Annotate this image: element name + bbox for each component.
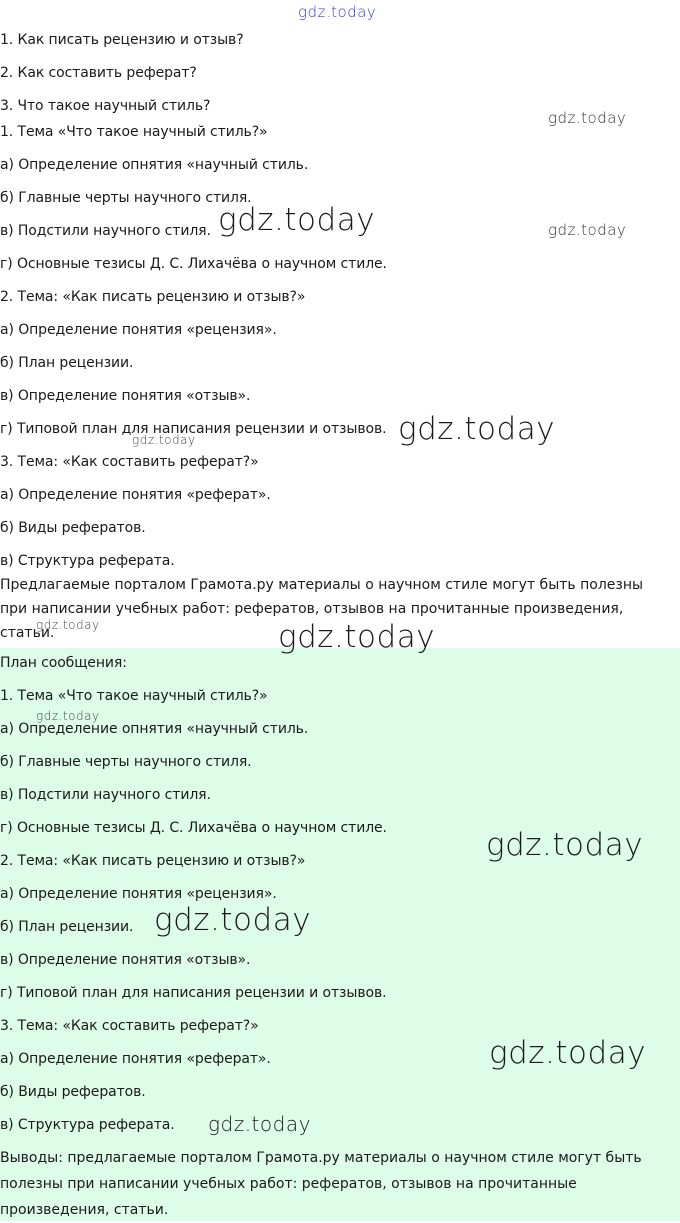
plan-item-line: б) Главные черты научного стиля. bbox=[0, 754, 252, 770]
watermark-logo: gdz.today bbox=[486, 827, 644, 863]
plan-item-line: б) Виды рефератов. bbox=[0, 520, 146, 536]
plan-item-line: в) Структура реферата. bbox=[0, 1117, 175, 1133]
plan-item-line: б) План рецензии. bbox=[0, 355, 134, 371]
plan-item-line: б) План рецензии. bbox=[0, 919, 134, 935]
watermark-logo: gdz.today bbox=[208, 1112, 311, 1136]
watermark-logo: gdz.today bbox=[154, 902, 312, 938]
watermark-logo: gdz.today bbox=[398, 411, 556, 447]
question-line: 3. Что такое научный стиль? bbox=[0, 98, 211, 114]
plan-topic-line: 3. Тема: «Как составить реферат?» bbox=[0, 1018, 259, 1034]
watermark-logo: gdz.today bbox=[548, 221, 627, 239]
plan-item-line: а) Определение понятия «реферат». bbox=[0, 1051, 271, 1067]
plan-item-line: в) Определение понятия «отзыв». bbox=[0, 952, 251, 968]
watermark-logo: gdz.today bbox=[132, 433, 196, 447]
plan-item-line: б) Главные черты научного стиля. bbox=[0, 190, 252, 206]
conclusion-paragraph: Выводы: предлагаемые порталом Грамота.ру материалы о научном стиле могут быть полезны при написании учебных работ: рефератов, отзывов на прочитанные произведения, статьи. bbox=[0, 1150, 642, 1218]
plan-item-line: в) Подстили научного стиля. bbox=[0, 223, 211, 239]
plan-item-line: г) Основные тезисы Д. С. Лихачёва о научном стиле. bbox=[0, 256, 387, 272]
plan-item-line: а) Определение понятия «рецензия». bbox=[0, 886, 277, 902]
plan-heading: План сообщения: bbox=[0, 655, 127, 671]
plan-topic-line: 2. Тема: «Как писать рецензию и отзыв?» bbox=[0, 289, 306, 305]
watermark-logo: gdz.today bbox=[278, 619, 436, 655]
plan-topic-line: 1. Тема «Что такое научный стиль?» bbox=[0, 688, 268, 704]
plan-item-line: в) Определение понятия «отзыв». bbox=[0, 388, 251, 404]
question-line: 2. Как составить реферат? bbox=[0, 65, 197, 81]
watermark-logo: gdz.today bbox=[548, 109, 627, 127]
info-paragraph: Предлагаемые порталом Грамота.ру материалы о научном стиле могут быть полезны при написании учебных работ: рефератов, отзывов на прочитанные произведения, статьи. bbox=[0, 577, 644, 641]
plan-topic-line: 3. Тема: «Как составить реферат?» bbox=[0, 454, 259, 470]
plan-item-line: в) Подстили научного стиля. bbox=[0, 787, 211, 803]
plan-item-line: г) Основные тезисы Д. С. Лихачёва о научном стиле. bbox=[0, 820, 387, 836]
plan-item-line: г) Типовой план для написания рецензии и отзывов. bbox=[0, 421, 387, 437]
plan-topic-line: 1. Тема «Что такое научный стиль?» bbox=[0, 124, 268, 140]
plan-item-line: г) Типовой план для написания рецензии и отзывов. bbox=[0, 985, 387, 1001]
plan-item-line: а) Определение опнятия «научный стиль. bbox=[0, 721, 309, 737]
plan-topic-line: 2. Тема: «Как писать рецензию и отзыв?» bbox=[0, 853, 306, 869]
watermark-logo: gdz.today bbox=[36, 618, 100, 632]
plan-item-line: а) Определение понятия «реферат». bbox=[0, 487, 271, 503]
plan-item-line: в) Структура реферата. bbox=[0, 553, 175, 569]
watermark-logo: gdz.today bbox=[489, 1035, 647, 1071]
plan-item-line: а) Определение опнятия «научный стиль. bbox=[0, 157, 309, 173]
plan-item-line: а) Определение понятия «рецензия». bbox=[0, 322, 277, 338]
watermark-logo: gdz.today bbox=[298, 3, 377, 21]
question-line: 1. Как писать рецензию и отзыв? bbox=[0, 32, 244, 48]
plan-item-line: б) Виды рефератов. bbox=[0, 1084, 146, 1100]
watermark-logo: gdz.today bbox=[36, 709, 100, 723]
watermark-logo: gdz.today bbox=[218, 202, 376, 238]
